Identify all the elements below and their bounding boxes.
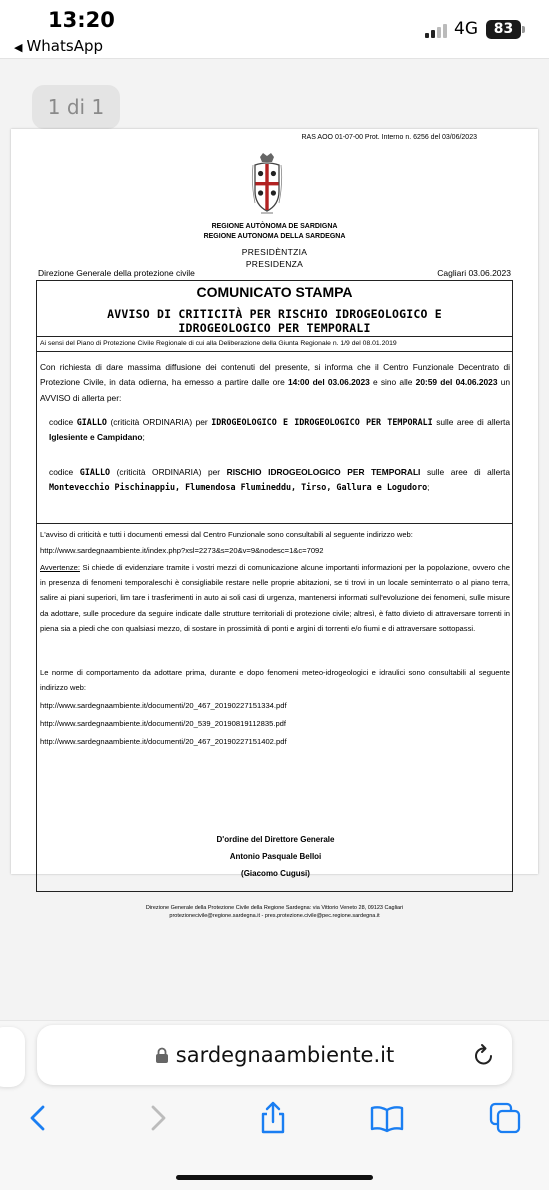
norms-paragraph: Le norme di comportamento da adottare prima, durante e dopo fenomeni meteo-idrogeologici e idraulici sono consultabili al seguente indirizzo web: <box>40 668 510 693</box>
document-viewer[interactable] <box>0 58 549 1020</box>
back-app-label: WhatsApp <box>26 37 103 55</box>
document-page <box>11 129 538 919</box>
warnings-label: Avvertenze: <box>40 563 80 572</box>
alert-risk-2: RISCHIO IDROGEOLOGICO PER TEMPORALI <box>226 467 421 477</box>
tabs-icon[interactable] <box>488 1101 522 1135</box>
region-name-sardinian: REGIONE AUTÒNOMA DE SARDIGNA <box>211 223 338 230</box>
presidency-italian: PRESIDENZA <box>245 259 304 269</box>
intro-paragraph: Con richiesta di dare massima diffusione dei contenuti del presente, si informa che il Centro Funzionale Decentrato di Protezione Civile, in data odierna, ha emesso a partire dalle ore 14:00 del 03.06.2023 e sino alle 20:59 del 04.06.2023 un AVVISO di allerta per: <box>40 362 511 403</box>
alert-color-1: GIALLO <box>76 417 107 427</box>
alert-section <box>37 352 512 524</box>
address-bar[interactable] <box>37 1025 512 1085</box>
alert-code-1: codice GIALLO (criticità ORDINARIA) per IDROGEOLOGICO E IDROGEOLOGICO PER TEMPORALI sulle aree di allerta Iglesiente e Campidano; <box>49 417 510 443</box>
legal-basis: Ai sensi del Piano di Protezione Civile Regionale di cui alla Deliberazione della Giunta Regionale n. 1/9 del 08.01.2019 <box>37 337 512 352</box>
press-release-box <box>36 280 513 892</box>
forward-icon[interactable] <box>140 1101 174 1135</box>
signature-line-1: D'ordine del Direttore Generale <box>216 835 335 844</box>
region-emblem-icon <box>251 153 283 217</box>
page-indicator: 1 di 1 <box>32 85 120 129</box>
link-3[interactable]: http://www.sardegnaambiente.it/documenti/20_467_20190227151402.pdf <box>40 737 287 746</box>
status-bar <box>0 0 549 58</box>
document-title: COMUNICATO STAMPA <box>196 284 353 300</box>
alert-code-2: codice GIALLO (criticità ORDINARIA) per RISCHIO IDROGEOLOGICO PER TEMPORALI sulle aree di allerta Montevecchio Pischinappiu, Flumendosa Flumineddu, Tirso, Gallura e Logudoro; <box>49 467 510 493</box>
document-subtitle-line1: AVVISO DI CRITICITÀ PER RISCHIO IDROGEOLOGICO E <box>107 307 442 321</box>
link-2[interactable]: http://www.sardegnaambiente.it/documenti/20_539_20190819112835.pdf <box>40 719 286 728</box>
back-triangle-icon: ◀ <box>14 41 23 54</box>
document-subtitle-line2: IDROGEOLOGICO PER TEMPORALI <box>178 321 371 335</box>
department-name: Direzione Generale della protezione civile <box>38 268 195 278</box>
docs-url-link[interactable]: http://www.sardegnaambiente.it/index.php?xsl=2273&s=20&v=9&nodesc=1&c=7092 <box>40 546 324 555</box>
battery-icon: 83 <box>486 20 521 39</box>
alert-end-time: 20:59 del 04.06.2023 <box>415 377 498 388</box>
link-1[interactable]: http://www.sardegnaambiente.it/documenti/20_467_20190227151334.pdf <box>40 701 287 710</box>
clock: 13:20 <box>48 8 115 32</box>
back-icon[interactable] <box>22 1101 56 1135</box>
place-date: Cagliari 03.06.2023 <box>437 268 511 278</box>
signature-line-2: Antonio Pasquale Belloi <box>229 852 322 861</box>
docs-note: L'avviso di criticità e tutti i documenti emessi dal Centro Funzionale sono consultabili al seguente indirizzo web: <box>40 530 413 539</box>
signature-line-3: (Giacomo Cugusi) <box>241 869 310 878</box>
region-name-italian: REGIONE AUTONOMA DELLA SARDEGNA <box>203 233 346 240</box>
share-icon[interactable] <box>256 1101 290 1135</box>
back-to-app-link[interactable] <box>14 37 103 55</box>
alert-risk-1: IDROGEOLOGICO E IDROGEOLOGICO PER TEMPORALI <box>211 417 433 427</box>
bookmarks-icon[interactable] <box>370 1101 404 1135</box>
footer-address: Direzione Generale della Protezione Civile della Regione Sardegna: via Vittorio Veneto 28, 09123 Cagliari <box>145 905 404 911</box>
reload-icon[interactable] <box>472 1043 496 1067</box>
browser-toolbar <box>0 1020 549 1190</box>
url-text: sardegnaambiente.it <box>175 1043 395 1067</box>
previous-tab-peek[interactable] <box>0 1027 25 1087</box>
alert-areas-2: Montevecchio Pischinappiu, Flumendosa Flumineddu, Tirso, Gallura e Logudoro <box>49 482 428 493</box>
protocol-number: RAS AOO 01-07-00 Prot. Interno n. 6256 del 03/06/2023 <box>301 134 477 141</box>
alert-color-2: GIALLO <box>79 467 111 477</box>
title-section <box>37 281 512 337</box>
alert-start-time: 14:00 del 03.06.2023 <box>287 377 370 388</box>
lock-icon <box>155 1047 169 1063</box>
alert-areas-1: Iglesiente e Campidano <box>49 432 143 443</box>
address-content <box>37 1025 512 1085</box>
cell-signal-icon <box>425 22 449 38</box>
network-type: 4G <box>454 19 478 39</box>
battery-tip <box>522 26 525 33</box>
presidency-sardinian: PRESIDÈNTZIA <box>241 247 308 257</box>
warnings-paragraph: Avvertenze: Si chiede di evidenziare tramite i vostri mezzi di comunicazione alcune importanti informazioni per la popolazione, ovvero che in presenza di fenomeni temporaleschi è consigliabile restare nelle proprie abitazioni, se ti trovi in un locale seminterrato o al piano terra, salire ai piani superiori, lim tare i trasferimenti in auto ai soli casi di urgenza, mantenersi informati sull'evoluzione dei fenomeni, sulle misure da adottare, sulle procedure da seguire indicate dalle strutture territoriali di protezione civile; altresì, è fatto divieto di attraversare torrenti in piena sia a piedi che con qualsiasi mezzo, di sostare in prossimità di ponti e argini di torrenti e/o fiumi e di attraversare sottopassi. <box>40 563 510 633</box>
footer-emails: protezionecivile@regione.sardegna.it - pres.protezione.civile@pec.regione.sardegna.it <box>169 913 380 919</box>
home-indicator[interactable] <box>176 1175 373 1180</box>
